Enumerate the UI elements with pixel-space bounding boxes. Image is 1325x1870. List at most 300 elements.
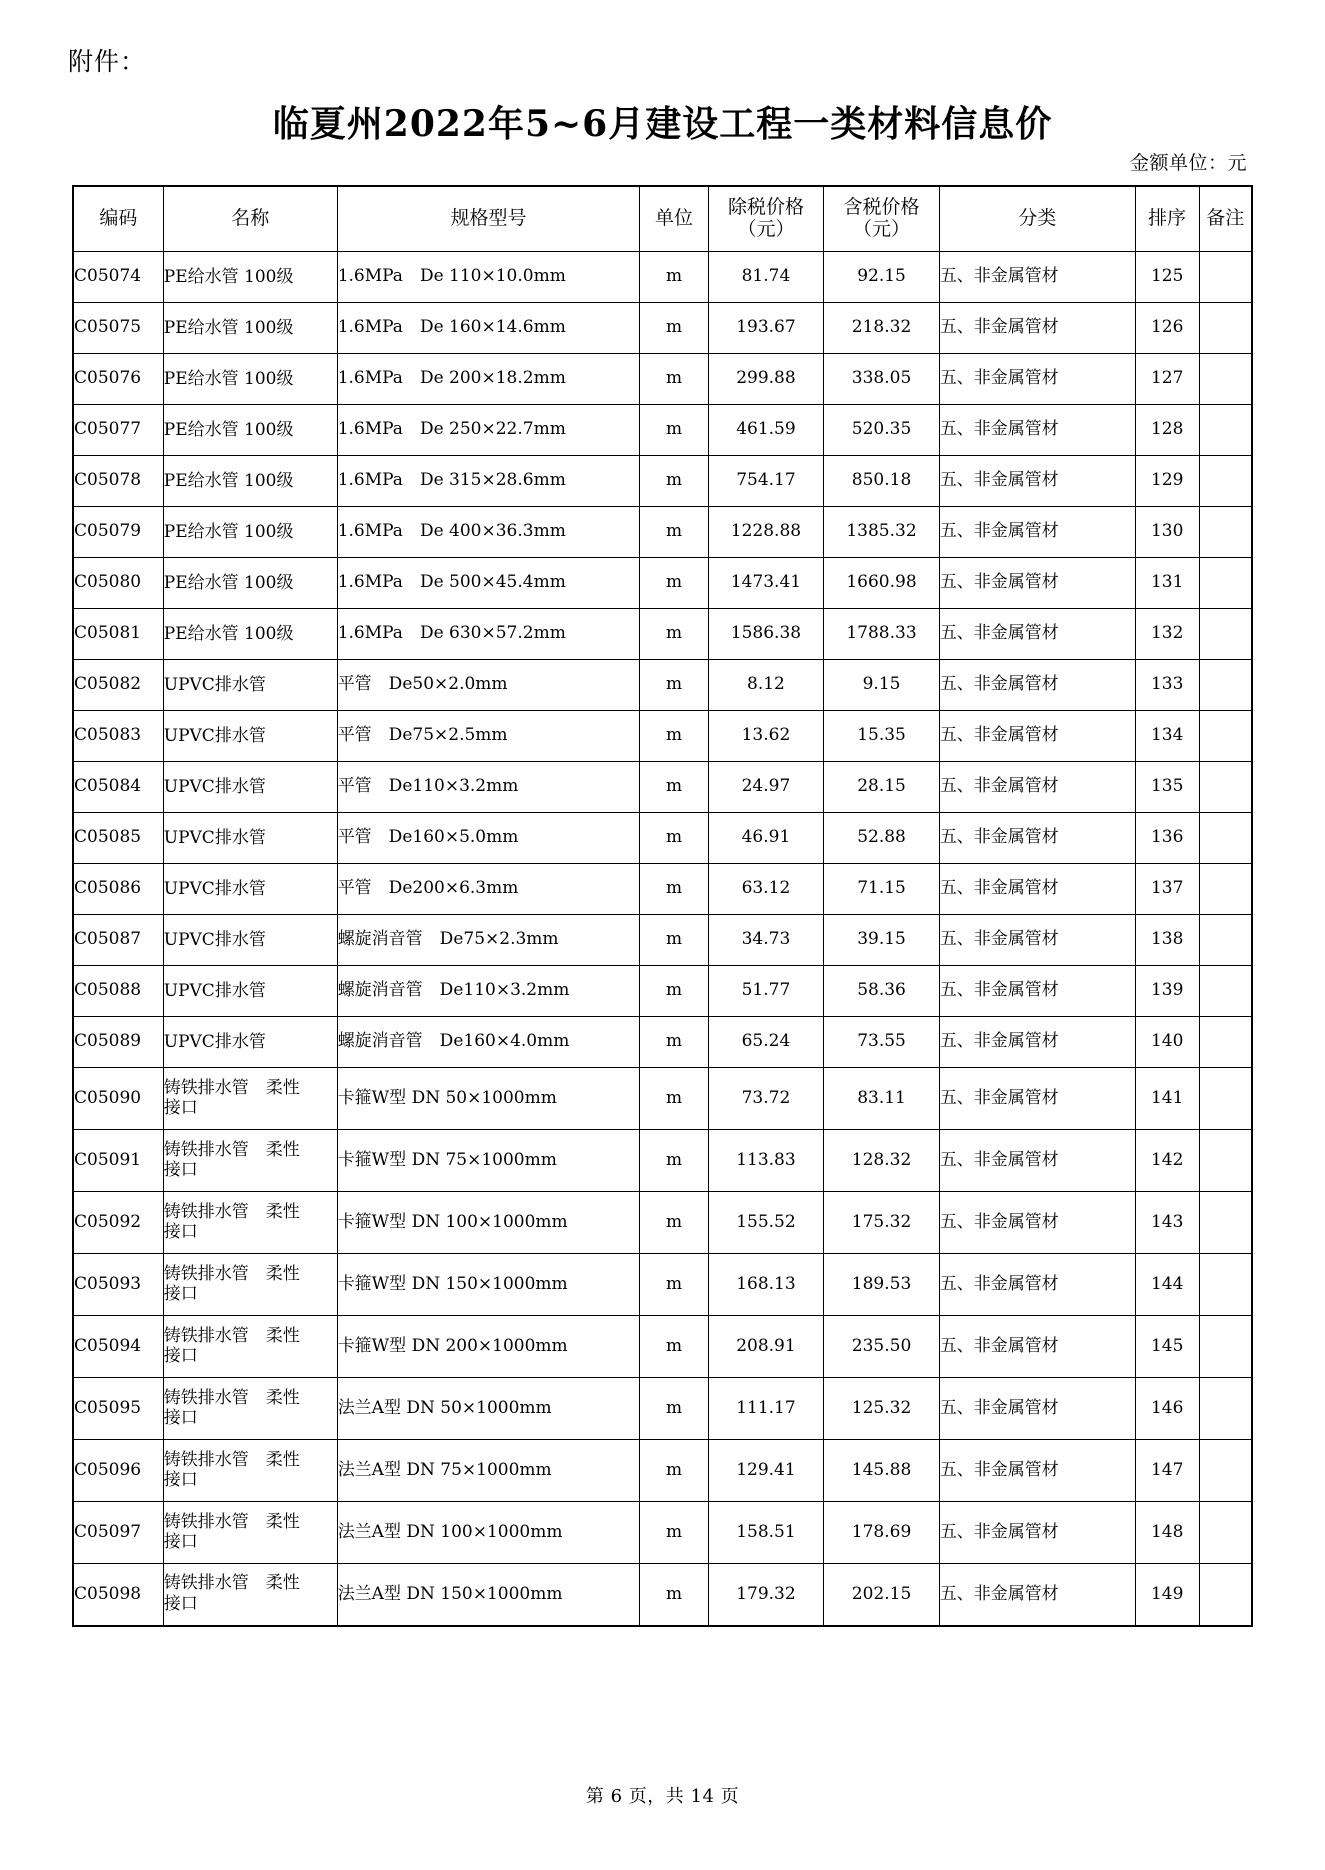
cell-name [163,762,337,813]
cell-remark [1199,1564,1252,1626]
cell-remark [1199,864,1252,915]
cell-price-in-tax: 1660.98 [824,558,940,609]
cell-category: 五、非金属管材 [939,1254,1135,1316]
cell-price-in-tax: 338.05 [824,354,940,405]
column-header-remark: 备注 [1199,186,1252,252]
price-ex-tax-unit: （元） [737,218,795,240]
cell-price-ex-tax: 13.62 [708,711,824,762]
cell-category: 五、非金属管材 [939,456,1135,507]
cell-spec: 1.6MPa De 200×18.2mm [337,354,640,405]
cell-spec: 法兰A型 DN 75×1000mm [337,1440,640,1502]
cell-name-line2: 接口 [163,1346,198,1367]
cell-price-in-tax: 83.11 [824,1068,940,1130]
cell-code: C05089 [73,1017,163,1068]
cell-spec: 卡箍W型 DN 100×1000mm [337,1192,640,1254]
cell-price-ex-tax: 73.72 [708,1068,824,1130]
cell-category: 五、非金属管材 [939,1378,1135,1440]
cell-price-ex-tax: 63.12 [708,864,824,915]
cell-remark [1199,1502,1252,1564]
cell-remark [1199,1254,1252,1316]
cell-price-ex-tax: 113.83 [708,1130,824,1192]
cell-unit: m [640,1440,708,1502]
cell-price-ex-tax: 8.12 [708,660,824,711]
cell-unit: m [640,813,708,864]
cell-name-line1: 铸铁排水管 柔性 [163,1387,300,1408]
cell-price-ex-tax: 299.88 [708,354,824,405]
column-header-price-in-tax [824,186,940,252]
cell-code: C05081 [73,609,163,660]
cell-spec: 卡箍W型 DN 75×1000mm [337,1130,640,1192]
cell-category: 五、非金属管材 [939,1440,1135,1502]
cell-category: 五、非金属管材 [939,1017,1135,1068]
table-row [73,1017,1252,1068]
cell-unit: m [640,1130,708,1192]
cell-name-line1: 铸铁排水管 柔性 [163,1511,300,1532]
cell-name-line1: UPVC排水管 [163,827,266,848]
cell-unit: m [640,1068,708,1130]
cell-code: C05098 [73,1564,163,1626]
table-row [73,1564,1252,1626]
cell-name-line1: 铸铁排水管 柔性 [163,1201,300,1222]
cell-unit: m [640,1316,708,1378]
table-row [73,864,1252,915]
cell-price-in-tax: 58.36 [824,966,940,1017]
table-row [73,813,1252,864]
cell-category: 五、非金属管材 [939,609,1135,660]
cell-order: 127 [1135,354,1199,405]
cell-code: C05097 [73,1502,163,1564]
table-row [73,1316,1252,1378]
cell-unit: m [640,507,708,558]
cell-code: C05077 [73,405,163,456]
cell-remark [1199,1017,1252,1068]
cell-spec: 卡箍W型 DN 50×1000mm [337,1068,640,1130]
cell-name-line1: PE给水管 100级 [163,419,294,440]
cell-price-in-tax: 15.35 [824,711,940,762]
cell-remark [1199,1192,1252,1254]
cell-code: C05082 [73,660,163,711]
cell-price-in-tax: 189.53 [824,1254,940,1316]
cell-unit: m [640,1378,708,1440]
table-row [73,1068,1252,1130]
cell-spec: 1.6MPa De 630×57.2mm [337,609,640,660]
cell-price-in-tax: 39.15 [824,915,940,966]
cell-spec: 1.6MPa De 250×22.7mm [337,405,640,456]
cell-remark [1199,762,1252,813]
cell-code: C05092 [73,1192,163,1254]
cell-unit: m [640,1564,708,1626]
cell-price-in-tax: 235.50 [824,1316,940,1378]
cell-name-line1: UPVC排水管 [163,980,266,1001]
cell-price-ex-tax: 129.41 [708,1440,824,1502]
cell-price-ex-tax: 111.17 [708,1378,824,1440]
cell-order: 128 [1135,405,1199,456]
cell-spec: 1.6MPa De 400×36.3mm [337,507,640,558]
cell-price-ex-tax: 81.74 [708,252,824,303]
cell-price-in-tax: 520.35 [824,405,940,456]
cell-name-line1: PE给水管 100级 [163,623,294,644]
cell-price-in-tax: 218.32 [824,303,940,354]
cell-spec: 1.6MPa De 110×10.0mm [337,252,640,303]
page-footer: 第 6 页，共 14 页 [585,1786,740,1807]
cell-name [163,354,337,405]
cell-name [163,1378,337,1440]
cell-unit: m [640,405,708,456]
cell-name-line1: PE给水管 100级 [163,266,294,287]
cell-name [163,1564,337,1626]
cell-name-line2: 接口 [163,1408,198,1429]
cell-code: C05091 [73,1130,163,1192]
table-row [73,660,1252,711]
cell-category: 五、非金属管材 [939,507,1135,558]
price-in-tax-label: 含税价格 [843,196,920,219]
table-row [73,966,1252,1017]
cell-category: 五、非金属管材 [939,1068,1135,1130]
cell-remark [1199,966,1252,1017]
column-header-code: 编码 [73,186,163,252]
cell-remark [1199,456,1252,507]
cell-name-line1: 铸铁排水管 柔性 [163,1573,300,1594]
cell-price-ex-tax: 1586.38 [708,609,824,660]
cell-code: C05093 [73,1254,163,1316]
table-body [73,252,1252,1626]
cell-name-line1: UPVC排水管 [163,929,266,950]
cell-remark [1199,915,1252,966]
cell-price-ex-tax: 51.77 [708,966,824,1017]
cell-category: 五、非金属管材 [939,303,1135,354]
cell-spec: 平管 De200×6.3mm [337,864,640,915]
cell-name-line2: 接口 [163,1532,198,1553]
table-row [73,507,1252,558]
table-row [73,1192,1252,1254]
cell-category: 五、非金属管材 [939,813,1135,864]
cell-order: 134 [1135,711,1199,762]
cell-name [163,609,337,660]
cell-unit: m [640,762,708,813]
cell-remark [1199,711,1252,762]
cell-remark [1199,813,1252,864]
cell-name [163,1017,337,1068]
cell-code: C05086 [73,864,163,915]
table-row [73,711,1252,762]
cell-name-line1: 铸铁排水管 柔性 [163,1077,300,1098]
cell-remark [1199,507,1252,558]
cell-name [163,1440,337,1502]
cell-price-in-tax: 1385.32 [824,507,940,558]
table-row [73,915,1252,966]
cell-order: 135 [1135,762,1199,813]
cell-price-in-tax: 178.69 [824,1502,940,1564]
cell-unit: m [640,1502,708,1564]
cell-order: 145 [1135,1316,1199,1378]
cell-spec: 1.6MPa De 500×45.4mm [337,558,640,609]
cell-remark [1199,354,1252,405]
cell-price-in-tax: 28.15 [824,762,940,813]
cell-order: 149 [1135,1564,1199,1626]
cell-order: 146 [1135,1378,1199,1440]
cell-unit: m [640,303,708,354]
table-row [73,558,1252,609]
cell-order: 126 [1135,303,1199,354]
cell-price-in-tax: 52.88 [824,813,940,864]
cell-unit: m [640,456,708,507]
cell-order: 132 [1135,609,1199,660]
cell-category: 五、非金属管材 [939,711,1135,762]
cell-price-in-tax: 145.88 [824,1440,940,1502]
cell-category: 五、非金属管材 [939,558,1135,609]
cell-name-line2: 接口 [163,1470,198,1491]
cell-name-line2: 接口 [163,1160,198,1181]
price-in-tax-unit: （元） [853,218,911,240]
table-row [73,405,1252,456]
cell-spec: 法兰A型 DN 150×1000mm [337,1564,640,1626]
currency-unit-note: 金额单位：元 [1129,152,1247,174]
cell-order: 141 [1135,1068,1199,1130]
table-row [73,1502,1252,1564]
cell-remark [1199,1316,1252,1378]
cell-spec: 卡箍W型 DN 200×1000mm [337,1316,640,1378]
table-row [73,1254,1252,1316]
column-header-category: 分类 [939,186,1135,252]
cell-name-line2: 接口 [163,1222,198,1243]
table-row [73,456,1252,507]
cell-code: C05094 [73,1316,163,1378]
cell-name-line2: 接口 [163,1593,198,1614]
table-row [73,354,1252,405]
cell-remark [1199,660,1252,711]
cell-order: 142 [1135,1130,1199,1192]
cell-name-line1: PE给水管 100级 [163,368,294,389]
cell-order: 138 [1135,915,1199,966]
cell-name-line1: PE给水管 100级 [163,470,294,491]
cell-name-line1: 铸铁排水管 柔性 [163,1263,300,1284]
cell-price-ex-tax: 754.17 [708,456,824,507]
cell-order: 129 [1135,456,1199,507]
cell-name-line1: UPVC排水管 [163,776,266,797]
cell-remark [1199,609,1252,660]
table-row [73,1378,1252,1440]
cell-name-line1: UPVC排水管 [163,878,266,899]
cell-name [163,1192,337,1254]
cell-spec: 法兰A型 DN 50×1000mm [337,1378,640,1440]
cell-spec: 螺旋消音管 De110×3.2mm [337,966,640,1017]
cell-name [163,252,337,303]
cell-remark [1199,1068,1252,1130]
cell-order: 143 [1135,1192,1199,1254]
cell-remark [1199,1440,1252,1502]
table-row [73,762,1252,813]
cell-name [163,1068,337,1130]
cell-name [163,813,337,864]
cell-name [163,660,337,711]
cell-category: 五、非金属管材 [939,1130,1135,1192]
cell-order: 130 [1135,507,1199,558]
cell-name [163,1254,337,1316]
cell-price-in-tax: 1788.33 [824,609,940,660]
cell-category: 五、非金属管材 [939,1316,1135,1378]
cell-name [163,303,337,354]
price-table-container [72,185,1253,1627]
cell-unit: m [640,609,708,660]
cell-code: C05090 [73,1068,163,1130]
column-header-price-ex-tax [708,186,824,252]
cell-name-line1: 铸铁排水管 柔性 [163,1139,300,1160]
cell-order: 139 [1135,966,1199,1017]
cell-price-ex-tax: 168.13 [708,1254,824,1316]
cell-category: 五、非金属管材 [939,354,1135,405]
table-row [73,1130,1252,1192]
cell-name-line1: PE给水管 100级 [163,521,294,542]
cell-price-ex-tax: 461.59 [708,405,824,456]
cell-spec: 螺旋消音管 De75×2.3mm [337,915,640,966]
table-row [73,1440,1252,1502]
column-header-unit: 单位 [640,186,708,252]
cell-code: C05076 [73,354,163,405]
cell-name [163,456,337,507]
price-ex-tax-label: 除税价格 [727,196,804,219]
cell-code: C05079 [73,507,163,558]
cell-unit: m [640,252,708,303]
cell-order: 136 [1135,813,1199,864]
cell-name [163,558,337,609]
cell-order: 125 [1135,252,1199,303]
cell-unit: m [640,711,708,762]
cell-remark [1199,558,1252,609]
cell-name-line1: UPVC排水管 [163,674,266,695]
cell-name-line1: UPVC排水管 [163,725,266,746]
cell-order: 131 [1135,558,1199,609]
cell-unit: m [640,915,708,966]
cell-remark [1199,252,1252,303]
cell-category: 五、非金属管材 [939,1564,1135,1626]
cell-order: 137 [1135,864,1199,915]
cell-price-ex-tax: 158.51 [708,1502,824,1564]
cell-category: 五、非金属管材 [939,405,1135,456]
cell-name [163,1502,337,1564]
cell-code: C05078 [73,456,163,507]
cell-code: C05084 [73,762,163,813]
cell-name-line2: 接口 [163,1284,198,1305]
cell-price-ex-tax: 208.91 [708,1316,824,1378]
cell-price-ex-tax: 1228.88 [708,507,824,558]
cell-code: C05095 [73,1378,163,1440]
cell-code: C05075 [73,303,163,354]
cell-name [163,711,337,762]
cell-code: C05085 [73,813,163,864]
cell-price-ex-tax: 179.32 [708,1564,824,1626]
cell-category: 五、非金属管材 [939,966,1135,1017]
cell-category: 五、非金属管材 [939,252,1135,303]
cell-code: C05096 [73,1440,163,1502]
cell-price-ex-tax: 65.24 [708,1017,824,1068]
material-price-table [72,185,1253,1627]
cell-name-line1: PE给水管 100级 [163,572,294,593]
cell-unit: m [640,660,708,711]
cell-order: 147 [1135,1440,1199,1502]
table-row [73,609,1252,660]
column-header-order: 排序 [1135,186,1199,252]
cell-spec: 1.6MPa De 315×28.6mm [337,456,640,507]
cell-code: C05088 [73,966,163,1017]
cell-name-line1: 铸铁排水管 柔性 [163,1449,300,1470]
cell-name-line1: PE给水管 100级 [163,317,294,338]
cell-name-line2: 接口 [163,1098,198,1119]
cell-remark [1199,405,1252,456]
cell-price-ex-tax: 24.97 [708,762,824,813]
cell-name-line1: UPVC排水管 [163,1031,266,1052]
cell-name [163,966,337,1017]
cell-price-ex-tax: 193.67 [708,303,824,354]
cell-spec: 螺旋消音管 De160×4.0mm [337,1017,640,1068]
cell-unit: m [640,966,708,1017]
cell-price-ex-tax: 155.52 [708,1192,824,1254]
cell-name [163,915,337,966]
cell-spec: 1.6MPa De 160×14.6mm [337,303,640,354]
cell-name [163,1130,337,1192]
cell-unit: m [640,1192,708,1254]
cell-code: C05083 [73,711,163,762]
cell-category: 五、非金属管材 [939,915,1135,966]
cell-name [163,507,337,558]
cell-name-line1: 铸铁排水管 柔性 [163,1325,300,1346]
cell-price-in-tax: 175.32 [824,1192,940,1254]
cell-spec: 平管 De75×2.5mm [337,711,640,762]
cell-price-in-tax: 92.15 [824,252,940,303]
cell-unit: m [640,354,708,405]
cell-unit: m [640,864,708,915]
attachment-label: 附件： [68,47,147,76]
cell-price-ex-tax: 46.91 [708,813,824,864]
cell-spec: 平管 De160×5.0mm [337,813,640,864]
cell-order: 148 [1135,1502,1199,1564]
cell-price-ex-tax: 1473.41 [708,558,824,609]
cell-category: 五、非金属管材 [939,1502,1135,1564]
table-row [73,303,1252,354]
page-title: 临夏州2022年5~6月建设工程一类材料信息价 [272,103,1053,145]
cell-remark [1199,1378,1252,1440]
cell-spec: 卡箍W型 DN 150×1000mm [337,1254,640,1316]
cell-unit: m [640,558,708,609]
table-row [73,252,1252,303]
cell-order: 140 [1135,1017,1199,1068]
cell-price-ex-tax: 34.73 [708,915,824,966]
cell-category: 五、非金属管材 [939,660,1135,711]
column-header-name: 名称 [163,186,337,252]
cell-category: 五、非金属管材 [939,1192,1135,1254]
cell-remark [1199,1130,1252,1192]
cell-spec: 法兰A型 DN 100×1000mm [337,1502,640,1564]
cell-name [163,1316,337,1378]
cell-price-in-tax: 128.32 [824,1130,940,1192]
table-header [73,186,1252,252]
cell-category: 五、非金属管材 [939,762,1135,813]
cell-unit: m [640,1254,708,1316]
cell-price-in-tax: 9.15 [824,660,940,711]
cell-code: C05074 [73,252,163,303]
cell-name [163,864,337,915]
table-header-row [73,186,1252,252]
cell-order: 133 [1135,660,1199,711]
cell-spec: 平管 De110×3.2mm [337,762,640,813]
column-header-spec: 规格型号 [337,186,640,252]
cell-category: 五、非金属管材 [939,864,1135,915]
cell-order: 144 [1135,1254,1199,1316]
cell-price-in-tax: 850.18 [824,456,940,507]
cell-remark [1199,303,1252,354]
cell-spec: 平管 De50×2.0mm [337,660,640,711]
cell-price-in-tax: 73.55 [824,1017,940,1068]
cell-code: C05080 [73,558,163,609]
